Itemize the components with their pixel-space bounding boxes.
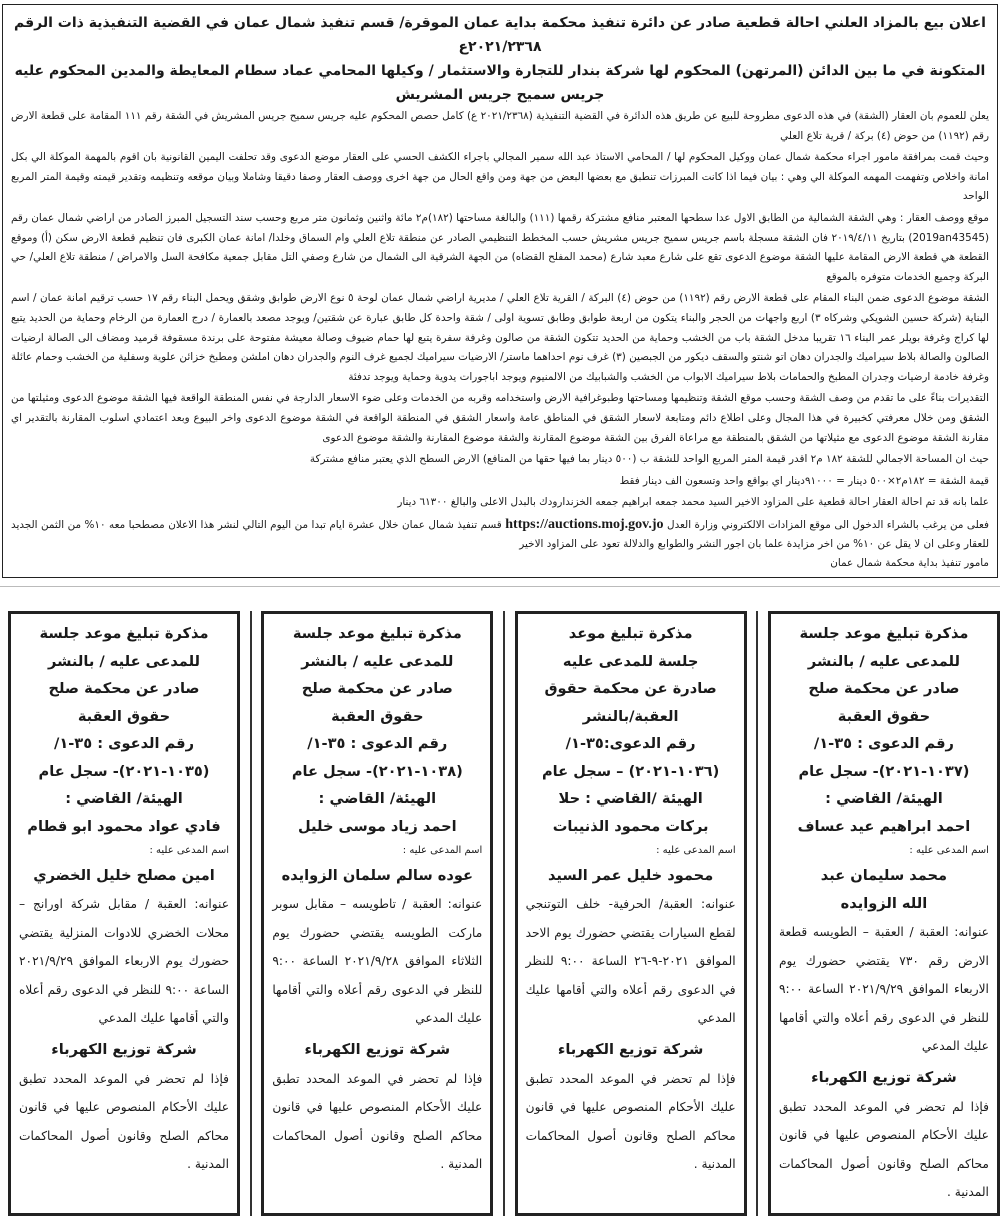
notice-heading-line: فادي عواد محمود ابو قطام	[27, 817, 221, 835]
notice-heading-line: الهيئة/ القاضي :	[65, 790, 183, 808]
summons-columns	[0, 611, 1000, 1216]
notice-heading-line: للمدعى عليه / بالنشر	[47, 652, 201, 670]
notice-warning: فإذا لم تحضر في الموعد المحدد تطبق عليك الأحكام المنصوص عليها في قانون محاكم الصلح وقانون أصول المحاكمات المدنية .	[19, 1071, 229, 1172]
notice-paragraph: حيث ان المساحة الاجمالي للشقة ١٨٢ م٢ اقدر قيمة المتر المربع الواحد للشقة ب (٥٠٠ دينار بما فيها حقها من المنافع) الارض السطح الذي يعتبر منافع مشتركة	[309, 453, 989, 466]
section-divider	[0, 586, 1000, 587]
notice-body: عنوانه: العقبة / العقبة – الطويسه قطعة الارض رقم ٧٣٠ يقتضي حضورك يوم الاربعاء الموافق ٢٠٢١/٩/٢٩ الساعة ٩:٠٠ للنظر في الدعوى رقم أعلاه والتي أقامها عليك المدعي	[778, 925, 989, 1054]
notice-paragraph: التقديرات بناءً على ما تقدم من وصف الشقة وحسب موقع الشقة وتنظيمها ومساحتها وطبوغرافية الارض واستخدامه وقربه من الخدمات وعلى ضوء الاسعار الدارجة في نفس المنطقة الواقعة فيها الشقة موضوع الدعوى ومثيلتها من الشقق ومن خلال معرفتي كخبيرة في هذا المجال وعلى اطلاع دائم ومتابعة لاسعار الشقق في المناطق عامة واسعار الشقق في المنطقة الواقعة في الشقة موضوع الدعوى واخر البيوع وبعد اعتمادي اسلوب المقارنة بالتقدير اي مقارنة الشقة موضوع الدعوى مع مثيلاتها من الشقق بالمنطقة مع مراعاة الفرق بين الشقة موضوع المقارنة والشقة موضوع المقارنة والشقة موضوع الدعوى	[11, 392, 989, 444]
notice-heading-line: بركات محمود الذنيبات	[552, 817, 709, 835]
notice-paragraph: وحيث قمت بمرافقة مامور اجراء محكمة شمال عمان ووكيل المحكوم لها / المحامي الاستاذ عبد الله سمير المجالي باجراء الكشف الحسي على العقار موضع الدعوى وقد تحلفت اليمين القانونية بان اقوم بالمهمة الموكلة الي بكل امانة واخلاص وتفهمت المهمه الموكلة الي وهي : بيان فيما اذا كانت المبرزات تنطبق مع بعضها البعض من جهة ومن واقع الحال من جهة اخرى ووصف العقار وصفا دقيقا وشاملا وبيان موقعه وتنظيمه وتقدير قيمته وقيمة المتر المربع الواحد	[11, 151, 989, 203]
court-summons-notice	[768, 611, 1000, 1216]
notice-heading-line: حقوق العقبة	[77, 707, 171, 725]
notice-warning: فإذا لم تحضر في الموعد المحدد تطبق عليك الأحكام المنصوص عليها في قانون محاكم الصلح وقانون أصول المحاكمات المدنية .	[525, 1071, 736, 1172]
defendant-name: محمود خليل عمر السيد	[548, 867, 714, 885]
notice-heading-line: العقبة/بالنشر	[582, 707, 679, 725]
notice-heading-line: (١٠٣٨-٢٠٢١)- سجل عام	[291, 762, 463, 780]
notice-heading-line: حقوق العقبة	[837, 707, 931, 725]
notice-heading-line: الهيئة/ القاضي :	[318, 790, 437, 808]
notice-heading-line: رقم الدعوى:٣٥-١/	[565, 735, 696, 753]
signature: مامور تنفيذ بداية محكمة شمال عمان	[830, 557, 989, 570]
notice-heading-line: صادر عن محكمة صلح	[808, 680, 960, 698]
court-summons-notice	[261, 611, 493, 1216]
court-summons-notice	[8, 611, 240, 1216]
auction-notice-subtitle: المتكونة في ما بين الدائن (المرتهن) المحكوم لها شركة بندار للتجارة والاستثمار / وكيلها المحامي عماد سطام المعايطة والمدين المحكوم عليه جريس سميح جريس المشريش	[14, 63, 986, 103]
notice-heading-line: جلسة للمدعى عليه	[562, 652, 699, 670]
notice-heading-line: الهيئة/ القاضي :	[825, 790, 943, 808]
notice-heading-line: الهيئة /القاضي : حلا	[558, 790, 703, 808]
notice-body: عنوانه: العقبة / مقابل شركة اورانج – محلات الخضري للادوات المنزلية يقتضي حضورك يوم الاربعاء الموافق ٢٠٢١/٩/٢٩ الساعة ٩:٠٠ للنظر في الدعوى رقم أعلاه والتي أقامها عليك المدعي	[19, 897, 229, 1026]
notice-heading-line: احمد زياد موسى خليل	[298, 817, 457, 835]
defendant-label: اسم المدعى عليه :	[909, 845, 989, 857]
notice-heading-line: (١٠٣٥-٢٠٢١)- سجل عام	[38, 762, 210, 780]
notice-heading-line: صادرة عن محكمة حقوق	[544, 680, 717, 698]
plaintiff-name: شركة توزيع الكهرباء	[557, 1040, 704, 1058]
auction-notice	[2, 4, 998, 578]
notice-heading-line: حقوق العقبة	[331, 707, 424, 725]
purchase-prefix: فعلى من يرغب بالشراء الدخول الى موقع المزادات الالكتروني وزارة العدل	[667, 518, 989, 531]
notice-warning: فإذا لم تحضر في الموعد المحدد تطبق عليك الأحكام المنصوص عليها في قانون محاكم الصلح وقانون أصول المحاكمات المدنية .	[272, 1071, 483, 1172]
defendant-name: محمد سليمان عبد	[820, 867, 948, 885]
auction-website-link[interactable]: https://auctions.moj.gov.jo	[505, 516, 664, 532]
purchase-suffix: قسم تنفيذ شمال عمان خلال عشرة ايام تبدا من اليوم التالي لنشر هذا الاعلان مصطحبا معه ١٠% من الثمن الجديد للعقار وعلى ان لا يقل عن ١٠% من اخر مزايدة علما بان اجور النشر والطوابع والدلالة تعود على المزاود الاخير	[11, 518, 989, 551]
notice-heading-line: (١٠٣٦-٢٠٢١) – سجل عام	[541, 762, 720, 780]
notice-paragraph: موقع ووصف العقار : وهي الشقة الشمالية من الطابق الاول عدا سطحها المعتبر منافع مشتركة رقمها (١١١) والبالغة مساحتها (١٨٢)م٢ مائة واثنين وثمانون متر مربع وحسب سند التسجيل المبرز الصادر من اراضي شمال عمان رقم (2019an43545) بتاريخ ٢٠١٩/٤/١١ فان الشقة مسجلة باسم جريس سميح جريس مشريش حسب المخطط التنظيمي الصادر عن منطقة تلاع العلي وام السماق وخلدا/ امانة عمان الكبرى فان تنظيم قطعة الارض سكن (أ) وموقع القطعة هي قطعة الارض المقامة عليها الشقة موضوع الدعوى تقع على شارع معبد شارع (محمد المفلح القضاه) من الجهة الشرقية الى الشمال من شارع وصفي التل مقابل جمعية مكافحة السل والامراض / منطقة تلاع العلي/ حي البركة وجميع الخدمات متوفره بالموقع	[11, 211, 989, 283]
notice-heading-line: احمد ابراهيم عيد عساف	[797, 817, 971, 835]
plaintiff-name: شركة توزيع الكهرباء	[811, 1068, 957, 1086]
court-summons-notice	[515, 611, 747, 1216]
defendant-name: عوده سالم سلمان الزوايده	[281, 867, 474, 885]
notice-heading-line: مذكرة تبليغ موعد جلسة	[39, 625, 209, 643]
notice-heading-line: رقم الدعوى : ٣٥-١/	[813, 735, 954, 753]
defendant-name: الله الزوايده	[840, 895, 928, 913]
notice-body: عنوانه: العقبة / تاطويسه – مقابل سوبر ماركت الطويسه يقتضي حضورك يوم الثلاثاء الموافق ٢٠٢١/٩/٢٨ الساعة ٩:٠٠ للنظر في الدعوى رقم أعلاه والتي أقامها عليك المدعي	[272, 897, 483, 1026]
purchase-paragraph	[11, 515, 989, 555]
plaintiff-name: شركة توزيع الكهرباء	[51, 1040, 197, 1058]
notice-heading-line: رقم الدعوى : ٣٥-١/	[307, 735, 448, 753]
notice-paragraph: الشقة موضوع الدعوى ضمن البناء المقام على قطعة الارض رقم (١١٩٢) من حوض (٤) البركة / القرية تلاع العلي / مديرية اراضي شمال عمان لوحة ٥ نوع الارض طوابق وشقق ويحمل البناء رقم ١٧ حسب ترقيم امانة عمان / اسم البناية (شركة حسين الشويكي وشركاه ٣) اربع واجهات من الحجر والبناء يتكون من اربعة طوابق وطابق تسوية اولى / شقة واحدة كل طابق عبارة عن شقتين/ ويوجد مصعد بالعمارة / درج العمارة من الرخام وحماية من الحديد يتبع لها كراج وغرفة بويلر عمر البناء ١٦ تقريبا مدخل الشقة باب من الخشب وحماية من الحديد تتكون الشقة من صالون وغرفة سفرة يتبع لها حمام ضيوف وصالة معيشة مفتوحة على برندة مسقوفة قرميد ومضاف الى الصالة ارضيات الصالون والصالة بلاط سيراميك والجدران دهان اتو شنتو والسقف ديكور من الجبصين (٣) غرف نوم احداهما ماستر/ الارضيات سيراميك لجميع غرف النوم والجدران دهان املشن ومطبخ خزائن علوية وسفلية من الخشب وحمام عائلة وغرفة خادمة ارضيات وجدران المطبخ والحمامات بلاط سيراميك الابواب من الخشب والشبابيك من الالمنيوم ويوجد اباجورات يدوية وحماية ويوجد تدفئة	[10, 292, 989, 383]
column-divider	[250, 611, 252, 1216]
notice-heading-line: صادر عن محكمة صلح	[301, 680, 453, 698]
notice-body: عنوانه: العقبة/ الحرفية- خلف التوتنجي لقطع السيارات يقتضي حضورك يوم الاحد الموافق ٢٠٢١-٩-٢٦ الساعة ٩:٠٠ للنظر في الدعوى رقم أعلاه والتي أقامها عليك المدعي	[525, 897, 736, 1026]
notice-paragraph: قيمة الشقة = ١٨٢م٢×٥٠٠ دينار = ٩١٠٠٠دينار اي بواقع واحد وتسعون الف دينار فقط	[619, 474, 989, 487]
notice-heading-line: للمدعى عليه / بالنشر	[301, 652, 454, 670]
plaintiff-name: شركة توزيع الكهرباء	[304, 1040, 451, 1058]
notice-paragraph: علما بانه قد تم احالة العقار احالة قطعية على المزاود الاخير السيد محمد جمعه ابراهيم جمعه الخزندارودك بالبدل الاعلى والبالغ ٦١٣٠٠ دينار	[397, 496, 989, 509]
defendant-label: اسم المدعى عليه :	[402, 845, 483, 857]
column-divider	[756, 611, 758, 1216]
notice-paragraph: يعلن للعموم بان العقار (الشقة) في هذه الدعوى مطروحة للبيع عن طريق هذه الدائرة في القضية التنفيذية (٢٠٢١/٢٣٦٨ ع) كامل حصص المحكوم عليه جريس سميح جريس المشريش في الشقة رقم ١١١ المقامة على قطعة الارض رقم (١١٩٢) من حوض (٤) بركة / قرية تلاع العلي	[11, 110, 989, 142]
auction-notice-title: اعلان بيع بالمزاد العلني احالة قطعية صادر عن دائرة تنفيذ محكمة بداية عمان الموقرة/ قسم تنفيذ شمال عمان في القضية التنفيذية ذات الرقم ٢٠٢١/٢٣٦٨ع	[14, 15, 986, 55]
defendant-label: اسم المدعى عليه :	[149, 845, 229, 857]
notice-heading-line: مذكرة تبليغ موعد جلسة	[292, 625, 462, 643]
notice-heading-line: للمدعى عليه / بالنشر	[807, 652, 960, 670]
column-divider	[503, 611, 505, 1216]
defendant-name: امين مصلح خليل الخضري	[33, 867, 215, 885]
defendant-label: اسم المدعى عليه :	[656, 845, 736, 857]
notice-heading-line: صادر عن محكمة صلح	[48, 680, 200, 698]
notice-heading-line: (١٠٣٧-٢٠٢١)- سجل عام	[798, 762, 970, 780]
notice-heading-line: رقم الدعوى : ٣٥-١/	[53, 735, 195, 753]
notice-heading-line: مذكرة تبليغ موعد جلسة	[799, 625, 969, 643]
notice-warning: فإذا لم تحضر في الموعد المحدد تطبق عليك الأحكام المنصوص عليها في قانون محاكم الصلح وقانون أصول المحاكمات المدنية .	[778, 1099, 989, 1200]
notice-heading-line: مذكرة تبليغ موعد	[568, 625, 693, 643]
